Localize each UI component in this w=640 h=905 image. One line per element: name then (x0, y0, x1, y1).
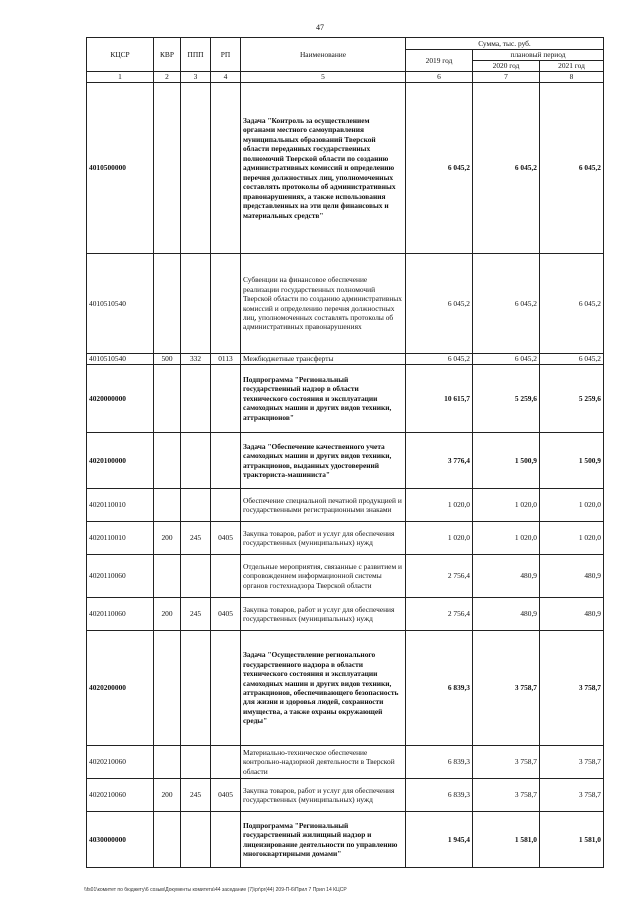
header-rp: РП (211, 38, 241, 72)
row-rp (211, 365, 241, 433)
row-rp: 0405 (211, 779, 241, 812)
table-row (87, 365, 604, 433)
row-rp: 0113 (211, 354, 241, 365)
page-number: 47 (316, 23, 324, 32)
row-amount-2019: 6 045,2 (406, 254, 473, 354)
row-kcsr: 4010500000 (87, 83, 154, 254)
row-kvr (154, 631, 181, 746)
header-kvr: КВР (154, 38, 181, 72)
table-body (87, 38, 604, 868)
row-amount-2020: 6 045,2 (473, 83, 540, 254)
row-kvr (154, 254, 181, 354)
row-rp (211, 254, 241, 354)
row-kcsr: 4020100000 (87, 433, 154, 489)
row-amount-2021: 1 020,0 (540, 522, 604, 555)
row-amount-2019: 3 776,4 (406, 433, 473, 489)
row-name: Задача "Обеспечение качественного учета самоходных машин и других видов техники, аттракционов, выданных удостоверений тракториста-машиниста" (241, 433, 406, 489)
row-amount-2021: 480,9 (540, 598, 604, 631)
header-year-2021: 2021 год (540, 61, 604, 72)
row-amount-2021: 3 758,7 (540, 746, 604, 779)
table-row (87, 254, 604, 354)
row-name: Закупка товаров, работ и услуг для обеспечения государственных (муниципальных) нужд (241, 522, 406, 555)
header-ppp: ППП (181, 38, 211, 72)
file-path-footer: \\fs01\комитет по бюджету\6 созыв\Документы комитета\44 заседание (7)\pr\pr(44) 209-П-6\Прил 7 Прил 14 КЦСР (84, 887, 347, 893)
header-planned-period: плановый период (473, 50, 604, 61)
table-row (87, 489, 604, 522)
column-number: 3 (181, 72, 211, 83)
row-amount-2020: 480,9 (473, 555, 540, 598)
row-kvr (154, 489, 181, 522)
row-kvr: 500 (154, 354, 181, 365)
row-name: Межбюджетные трансферты (241, 354, 406, 365)
column-number: 2 (154, 72, 181, 83)
row-kcsr: 4020110010 (87, 489, 154, 522)
row-amount-2021: 3 758,7 (540, 779, 604, 812)
row-amount-2020: 6 045,2 (473, 354, 540, 365)
row-kvr (154, 812, 181, 868)
row-ppp (181, 433, 211, 489)
row-kcsr: 4020210060 (87, 779, 154, 812)
row-amount-2019: 2 756,4 (406, 598, 473, 631)
row-rp (211, 746, 241, 779)
row-amount-2020: 3 758,7 (473, 631, 540, 746)
row-amount-2020: 480,9 (473, 598, 540, 631)
row-kcsr: 4020110060 (87, 555, 154, 598)
row-amount-2021: 1 581,0 (540, 812, 604, 868)
table-row (87, 522, 604, 555)
row-kvr (154, 433, 181, 489)
row-amount-2019: 1 020,0 (406, 489, 473, 522)
column-number-row (87, 72, 604, 83)
row-kcsr: 4020110060 (87, 598, 154, 631)
row-name: Материально-техническое обеспечение контрольно-надзорной деятельности в Тверской области (241, 746, 406, 779)
row-kvr (154, 83, 181, 254)
column-number: 8 (540, 72, 604, 83)
row-amount-2020: 3 758,7 (473, 779, 540, 812)
header-row-1 (87, 38, 604, 50)
row-rp (211, 83, 241, 254)
row-rp: 0405 (211, 598, 241, 631)
header-kcsr: КЦСР (87, 38, 154, 72)
row-amount-2021: 480,9 (540, 555, 604, 598)
row-ppp (181, 254, 211, 354)
row-kcsr: 4020110010 (87, 522, 154, 555)
row-amount-2021: 1 500,9 (540, 433, 604, 489)
row-name: Задача "Контроль за осуществлением органами местного самоуправления муниципальных образований Тверской области переданных государственных полномочий Тверской области по созданию административных комиссий и определению перечня должностных лиц, уполномоченных составлять протоколы об административных правонарушениях, а также использования представленных на эти цели финансовых и материальных средств" (241, 83, 406, 254)
row-ppp: 245 (181, 779, 211, 812)
row-ppp: 245 (181, 522, 211, 555)
header-year-2019: 2019 год (406, 50, 473, 72)
column-number: 6 (406, 72, 473, 83)
row-amount-2021: 6 045,2 (540, 83, 604, 254)
row-name: Подпрограмма "Региональный государственный надзор в области технического состояния и эксплуатации самоходных машин и других видов техники, аттракционов" (241, 365, 406, 433)
row-amount-2021: 3 758,7 (540, 631, 604, 746)
row-kvr (154, 746, 181, 779)
table-row (87, 746, 604, 779)
row-name: Подпрограмма "Региональный государственный жилищный надзор и лицензирование деятельности по управлению многоквартирными домами" (241, 812, 406, 868)
row-amount-2020: 1 020,0 (473, 489, 540, 522)
row-name: Закупка товаров, работ и услуг для обеспечения государственных (муниципальных) нужд (241, 598, 406, 631)
row-amount-2021: 6 045,2 (540, 354, 604, 365)
row-name: Отдельные мероприятия, связанные с развитием и сопровождением информационной системы органов гостехнадзора Тверской области (241, 555, 406, 598)
row-kcsr: 4010510540 (87, 254, 154, 354)
row-amount-2020: 1 500,9 (473, 433, 540, 489)
row-amount-2019: 2 756,4 (406, 555, 473, 598)
row-ppp (181, 812, 211, 868)
header-sum: Сумма, тыс. руб. (406, 38, 604, 50)
row-amount-2021: 1 020,0 (540, 489, 604, 522)
row-rp (211, 489, 241, 522)
row-rp: 0405 (211, 522, 241, 555)
row-ppp (181, 746, 211, 779)
row-name: Субвенции на финансовое обеспечение реализации государственных полномочий Тверской области по созданию административных комиссий и определению перечня должностных лиц, уполномоченных составлять протоколы об административных правонарушениях (241, 254, 406, 354)
row-amount-2020: 1 581,0 (473, 812, 540, 868)
row-amount-2020: 5 259,6 (473, 365, 540, 433)
column-number: 1 (87, 72, 154, 83)
row-kvr: 200 (154, 779, 181, 812)
row-amount-2020: 3 758,7 (473, 746, 540, 779)
row-amount-2020: 1 020,0 (473, 522, 540, 555)
row-ppp (181, 83, 211, 254)
row-ppp (181, 631, 211, 746)
row-ppp (181, 555, 211, 598)
column-number: 7 (473, 72, 540, 83)
row-name: Задача "Осуществление регионального государственного надзора в области технического состояния и эксплуатации самоходных машин и других видов техники, аттракционов, обеспечивающего безопасность для жизни и здоровья людей, сохранности имущества, а также охраны окружающей среды" (241, 631, 406, 746)
table-row (87, 354, 604, 365)
row-rp (211, 812, 241, 868)
row-kcsr: 4020000000 (87, 365, 154, 433)
budget-table (86, 37, 604, 868)
row-kcsr: 4010510540 (87, 354, 154, 365)
row-rp (211, 433, 241, 489)
table-row (87, 83, 604, 254)
row-kvr: 200 (154, 522, 181, 555)
row-ppp: 245 (181, 598, 211, 631)
table-row (87, 555, 604, 598)
row-amount-2019: 10 615,7 (406, 365, 473, 433)
row-amount-2019: 6 839,3 (406, 631, 473, 746)
table-row (87, 631, 604, 746)
row-amount-2019: 6 839,3 (406, 779, 473, 812)
column-number: 4 (211, 72, 241, 83)
header-year-2020: 2020 год (473, 61, 540, 72)
row-kcsr: 4030000000 (87, 812, 154, 868)
row-amount-2021: 5 259,6 (540, 365, 604, 433)
row-kvr (154, 365, 181, 433)
row-amount-2019: 1 020,0 (406, 522, 473, 555)
row-name: Закупка товаров, работ и услуг для обеспечения государственных (муниципальных) нужд (241, 779, 406, 812)
row-amount-2019: 6 045,2 (406, 83, 473, 254)
row-amount-2021: 6 045,2 (540, 254, 604, 354)
table-row (87, 433, 604, 489)
row-kcsr: 4020210060 (87, 746, 154, 779)
row-rp (211, 555, 241, 598)
row-amount-2020: 6 045,2 (473, 254, 540, 354)
column-number: 5 (241, 72, 406, 83)
row-kcsr: 4020200000 (87, 631, 154, 746)
table-row (87, 812, 604, 868)
row-rp (211, 631, 241, 746)
table-row (87, 598, 604, 631)
row-ppp: 332 (181, 354, 211, 365)
row-kvr: 200 (154, 598, 181, 631)
row-ppp (181, 365, 211, 433)
row-amount-2019: 6 045,2 (406, 354, 473, 365)
row-kvr (154, 555, 181, 598)
table-row (87, 779, 604, 812)
header-name: Наименование (241, 38, 406, 72)
row-amount-2019: 1 945,4 (406, 812, 473, 868)
row-ppp (181, 489, 211, 522)
row-amount-2019: 6 839,3 (406, 746, 473, 779)
row-name: Обеспечение специальной печатной продукцией и государственными регистрационными знаками (241, 489, 406, 522)
